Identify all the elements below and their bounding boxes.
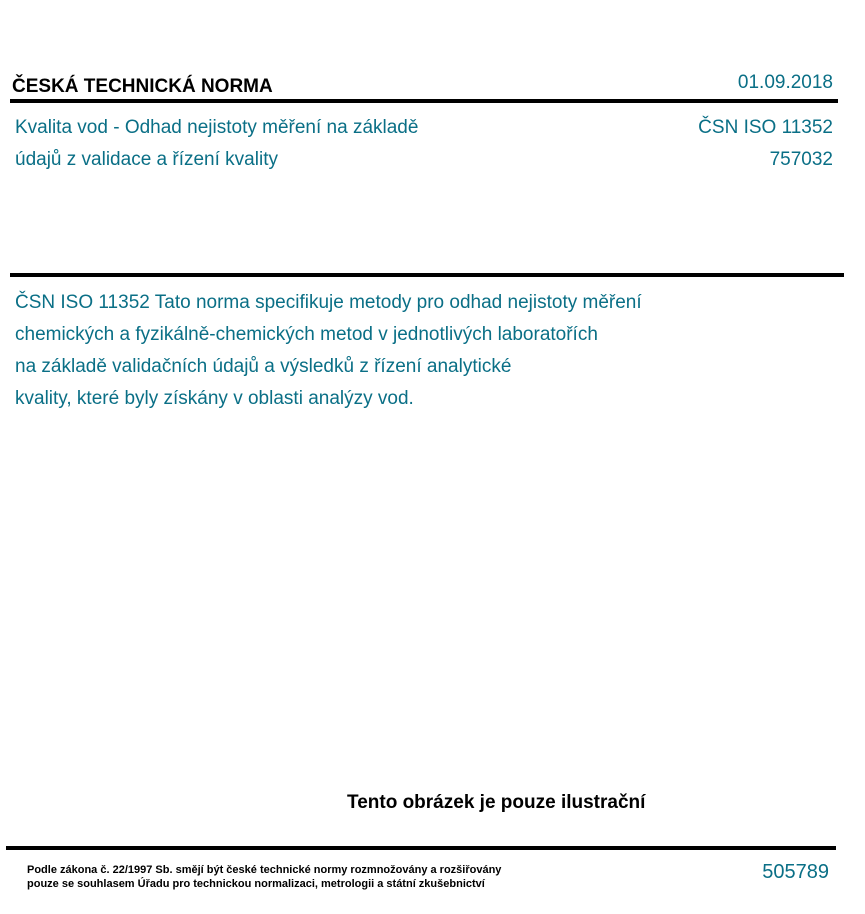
class-number: 757032: [769, 149, 833, 170]
illustration-note: Tento obrázek je pouze ilustrační: [347, 792, 646, 813]
title-line-1: Kvalita vod - Odhad nejistoty měření na základě: [15, 117, 419, 138]
abstract-line-3: na základě validačních údajů a výsledků z řízení analytické: [15, 356, 512, 377]
legal-notice-line-2: pouze se souhlasem Úřadu pro technickou normalizaci, metrologii a státní zkušebnictví: [27, 878, 485, 890]
norm-type-heading: ČESKÁ TECHNICKÁ NORMA: [12, 76, 273, 97]
abstract-line-2: chemických a fyzikálně-chemických metod v jednotlivých laboratořích: [15, 324, 598, 345]
publication-date: 01.09.2018: [737, 72, 833, 93]
title-divider: [10, 273, 844, 277]
title-line-2: údajů z validace a řízení kvality: [15, 149, 278, 170]
header-divider: [10, 99, 838, 103]
abstract-line-1: ČSN ISO 11352 Tato norma specifikuje metody pro odhad nejistoty měření: [15, 292, 642, 313]
catalog-number: 505789: [762, 861, 829, 883]
abstract-line-4: kvality, které byly získány v oblasti analýzy vod.: [15, 388, 414, 409]
footer-divider: [6, 846, 836, 850]
standard-code: ČSN ISO 11352: [698, 117, 833, 138]
legal-notice-line-1: Podle zákona č. 22/1997 Sb. smějí být české technické normy rozmnožovány a rozšiřovány: [27, 864, 502, 876]
